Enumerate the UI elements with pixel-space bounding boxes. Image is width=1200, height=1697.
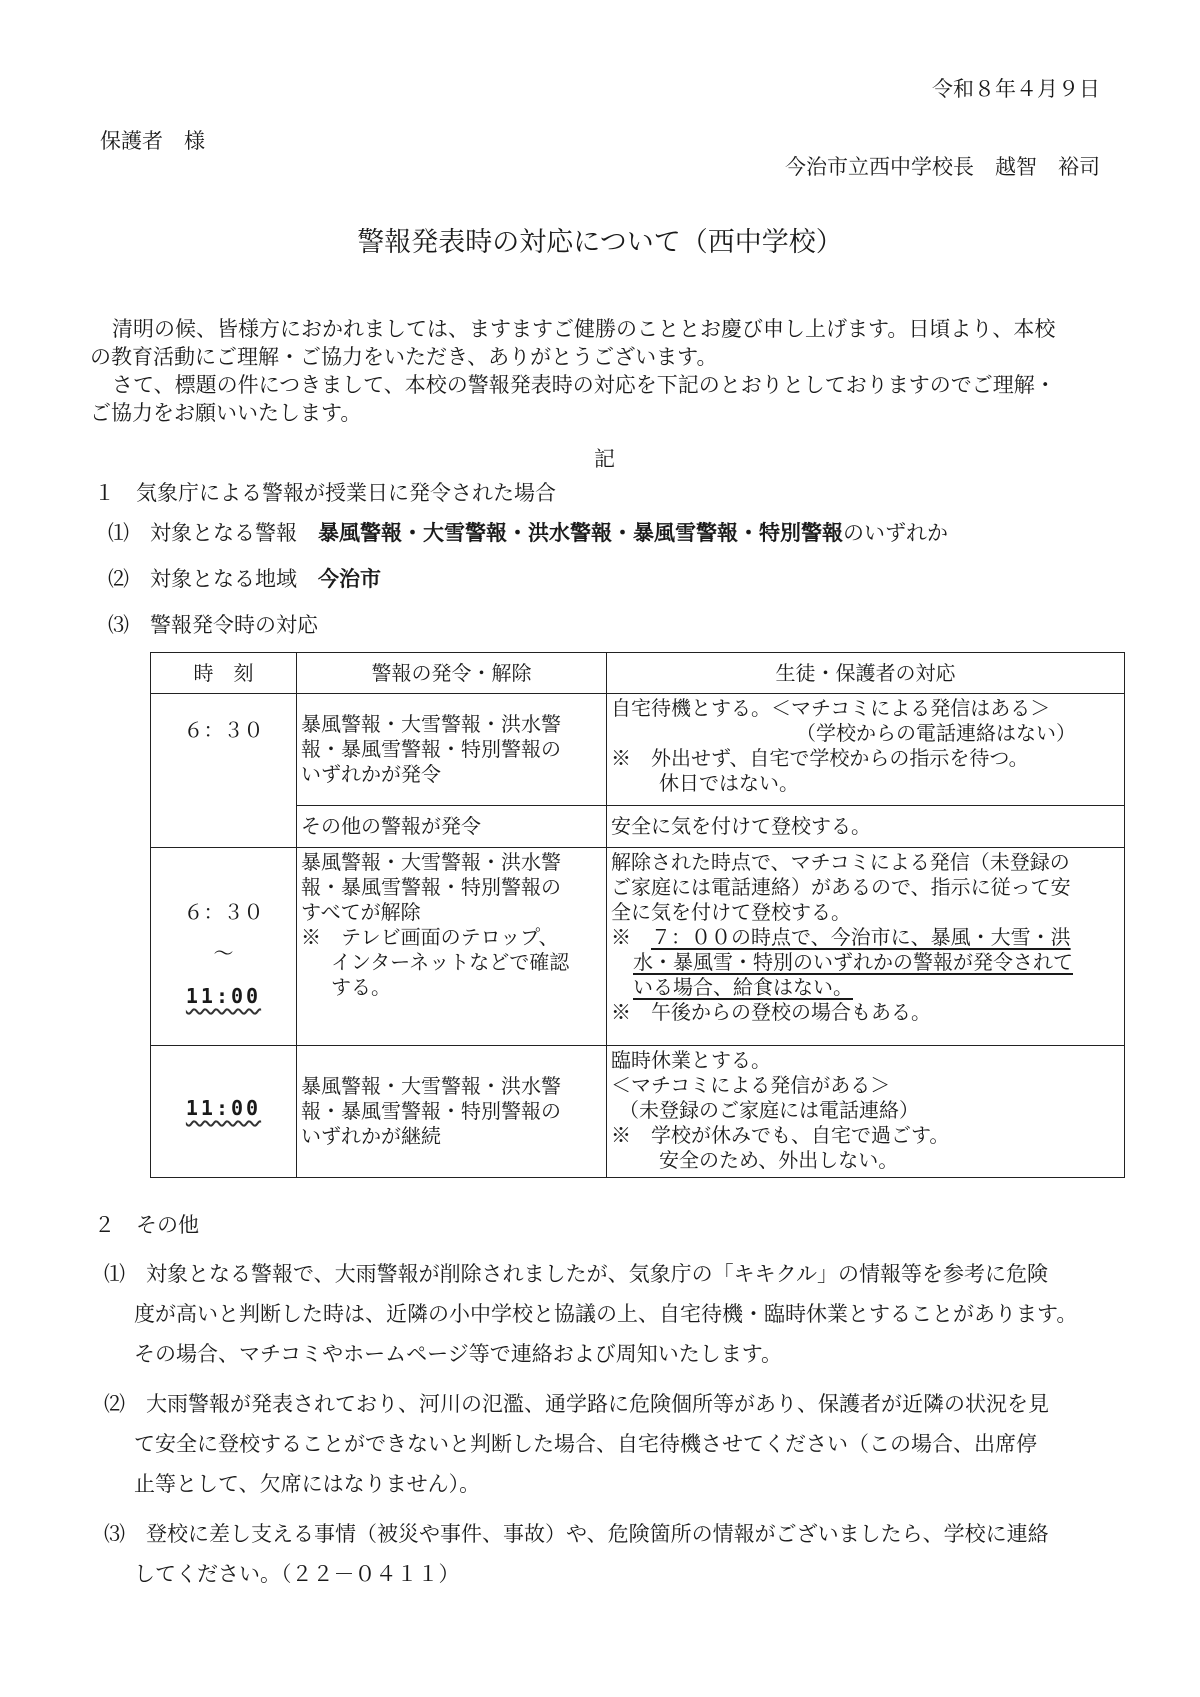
alert-cell: 暴風警報・大雪警報・洪水警 報・暴風雪警報・特別警報の すべてが解除 ※ テレビ画面のテロップ、 インターネットなどで確認 する。 (297, 848, 607, 1046)
header-time: 時 刻 (151, 653, 297, 694)
header-response: 生徒・保護者の対応 (607, 653, 1125, 694)
response-cell: 解除された時点で、マチコミによる発信（未登録の ご家庭には電話連絡）があるので、指示に従って安 全に気を付けて登校する。 ※ ７：００の時点で、今治市に、暴風・大雪・洪 水・暴風雪・特別のいずれかの警報が発令されて いる場合、給食はない。 ※ 午後からの登校の場合もある。 (607, 848, 1125, 1046)
alert-cell: その他の警報が発令 (297, 806, 607, 848)
alert-cell: 暴風警報・大雪警報・洪水警 報・暴風雪警報・特別警報の いずれかが継続 (297, 1046, 607, 1178)
sender: 今治市立西中学校長 越智 裕司 (785, 155, 1100, 179)
ki-marker: 記 (594, 447, 615, 471)
response-cell: 安全に気を付けて登校する。 (607, 806, 1125, 848)
response-cell: 自宅待機とする。＜マチコミによる発信はある＞ （学校からの電話連絡はない） ※ 外出せず、自宅で学校からの指示を待つ。 休日ではない。 (607, 694, 1125, 806)
item2-target-area: ⑵ 対象となる地域 今治市 (108, 567, 381, 591)
document-title: 警報発表時の対応について（西中学校） (357, 227, 843, 258)
table-row (151, 848, 1125, 1046)
table-row (151, 1046, 1125, 1178)
header-alert: 警報の発令・解除 (297, 653, 607, 694)
section2-item1: ⑴ 対象となる警報で、大雨警報が削除されましたが、気象庁の「キキクル」の情報等を参考に危険 度が高いと判断した時は、近隣の小中学校と協議の上、自宅待機・臨時休業とすることがあります。 その場合、マチコミやホームページ等で連絡および周知いたします。 (104, 1262, 1078, 1366)
item3-response-label: ⑶ 警報発令時の対応 (108, 613, 318, 637)
table-row (151, 694, 1125, 806)
time-cell: ６：３０ (151, 694, 297, 848)
table-header-row (151, 653, 1125, 694)
section2-item2: ⑵ 大雨警報が発表されており、河川の氾濫、通学路に危険個所等があり、保護者が近隣の状況を見 て安全に登校することができないと判断した場合、自宅待機させてください（この場合、出席停 止等として、欠席にはなりません）。 (104, 1392, 1049, 1496)
section2-heading: ２ その他 (94, 1213, 199, 1237)
response-table (150, 652, 1125, 1178)
response-cell: 臨時休業とする。 ＜マチコミによる発信がある＞ （未登録のご家庭には電話連絡） ※ 学校が休みでも、自宅で過ごす。 安全のため、外出しない。 (607, 1046, 1125, 1178)
time-cell: ６：３０ ～ 11:00 (151, 848, 297, 1046)
section2-item3: ⑶ 登校に差し支える事情（被災や事件、事故）や、危険箇所の情報がございましたら、学校に連絡 してください。（２２－０４１１） (104, 1522, 1049, 1586)
item1-target-alerts: ⑴ 対象となる警報 暴風警報・大雪警報・洪水警報・暴風雪警報・特別警報のいずれか (108, 521, 948, 545)
intro-paragraph: 清明の候、皆様方におかれましては、ますますご健勝のこととお慶び申し上げます。日頃より、本校 の教育活動にご理解・ご協力をいただき、ありがとうございます。 さて、標題の件につきまして、本校の警報発表時の対応を下記のとおりとしておりますのでご理解・ ご協力をお願いいたします。 (90, 317, 1056, 425)
document-date: 令和８年４月９日 (932, 77, 1100, 101)
section1-heading: １ 気象庁による警報が授業日に発令された場合 (94, 481, 556, 505)
time-cell: 11:00 (151, 1046, 297, 1178)
alert-cell: 暴風警報・大雪警報・洪水警 報・暴風雪警報・特別警報の いずれかが発令 (297, 694, 607, 806)
recipient: 保護者 様 (100, 129, 205, 153)
table-row (151, 806, 1125, 848)
